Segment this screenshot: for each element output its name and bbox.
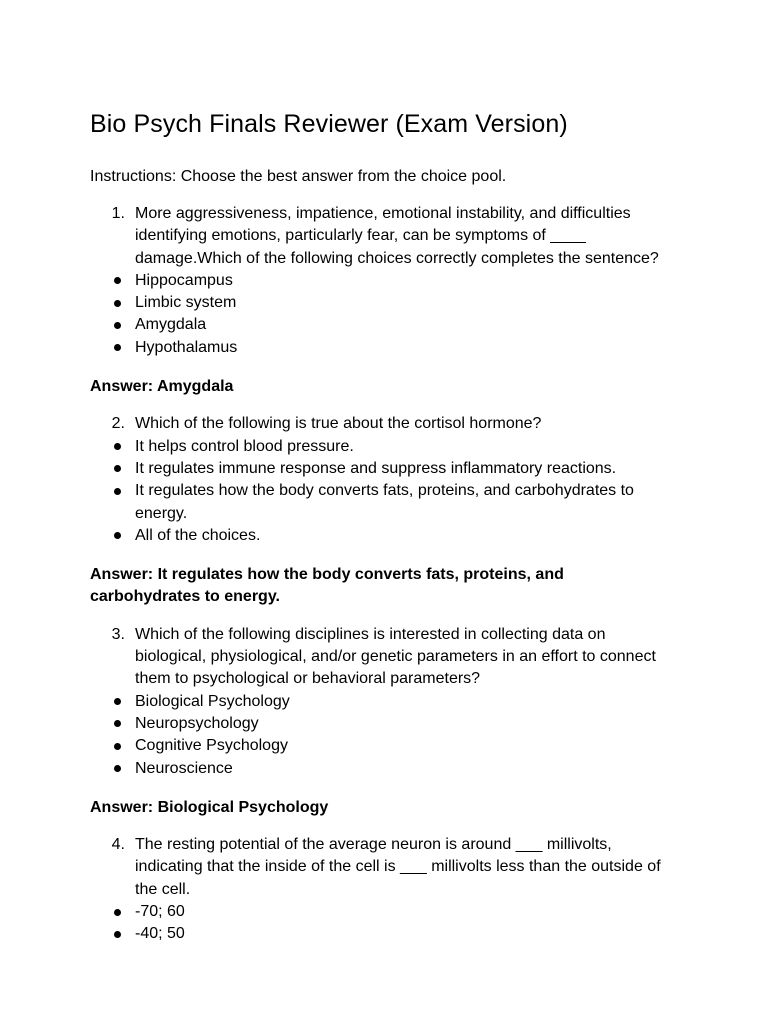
question-4 <box>90 834 678 901</box>
choice-text: Neuropsychology <box>135 714 259 732</box>
question-block-2 <box>90 413 678 608</box>
choice-item <box>90 436 678 458</box>
bullet-icon <box>90 923 135 945</box>
question-text: The resting potential of the average neuron is around ___ millivolts, indicating that the inside of the cell is ___ millivolts less than the outside of the cell. <box>135 836 661 898</box>
choice-text: -70; 60 <box>135 903 185 921</box>
choice-text: Amygdala <box>135 316 207 334</box>
answer-text: Answer: Amygdala <box>90 378 234 396</box>
choice-list <box>90 901 678 946</box>
question-1 <box>90 203 678 270</box>
answer-text: Answer: Biological Psychology <box>90 798 329 816</box>
bullet-icon <box>90 436 135 458</box>
bullet-icon <box>90 713 135 735</box>
choice-item <box>90 758 678 780</box>
question-block-1 <box>90 203 678 398</box>
bullet-icon <box>90 735 135 757</box>
choice-item <box>90 337 678 359</box>
question-2 <box>90 413 678 435</box>
choice-text: It regulates immune response and suppress inflammatory reactions. <box>135 459 617 477</box>
choice-text: Biological Psychology <box>135 692 290 710</box>
bullet-icon <box>90 337 135 359</box>
answer-text: Answer: It regulates how the body converts fats, proteins, and carbohydrates to energy. <box>90 566 564 606</box>
bullet-icon <box>90 691 135 713</box>
question-block-4 <box>90 834 678 945</box>
choice-item <box>90 314 678 336</box>
instructions-text: Instructions: Choose the best answer from the choice pool. <box>90 168 507 185</box>
choice-text: Limbic system <box>135 294 237 312</box>
bullet-icon <box>90 270 135 292</box>
choice-text: Hippocampus <box>135 271 233 289</box>
bullet-icon <box>90 901 135 923</box>
question-block-3 <box>90 624 678 819</box>
choice-item <box>90 458 678 480</box>
question-text: Which of the following is true about the cortisol hormone? <box>135 415 542 433</box>
choice-item <box>90 270 678 292</box>
question-text: Which of the following disciplines is interested in collecting data on biological, physiological, and/or genetic parameters in an effort to connect them to psychological or behavioral parameters? <box>135 625 656 688</box>
choice-text: It regulates how the body converts fats, proteins, and carbohydrates to energy. <box>135 482 634 522</box>
choice-item <box>90 480 678 525</box>
bullet-icon <box>90 758 135 780</box>
choice-item <box>90 691 678 713</box>
question-text: More aggressiveness, impatience, emotional instability, and difficulties identifying emotions, particularly fear, can be symptoms of ____ damage.Which of the following choices correctly completes the sentence? <box>135 205 659 267</box>
choice-list <box>90 691 678 780</box>
bullet-icon <box>90 480 135 525</box>
choice-text: It helps control blood pressure. <box>135 437 354 455</box>
question-number: 1. <box>111 205 125 222</box>
choice-item <box>90 525 678 547</box>
choice-item <box>90 923 678 945</box>
choice-item <box>90 713 678 735</box>
choice-text: Cognitive Psychology <box>135 737 288 755</box>
choice-text: -40; 50 <box>135 925 185 943</box>
bullet-icon <box>90 525 135 547</box>
choice-item <box>90 292 678 314</box>
choice-list <box>90 436 678 547</box>
choice-text: All of the choices. <box>135 526 261 544</box>
question-3 <box>90 624 678 691</box>
choice-text: Neuroscience <box>135 759 233 777</box>
choice-item <box>90 901 678 923</box>
question-number: 2. <box>111 415 125 433</box>
choice-item <box>90 735 678 757</box>
question-number: 4. <box>111 836 125 854</box>
choice-list <box>90 270 678 359</box>
bullet-icon <box>90 314 135 336</box>
bullet-icon <box>90 292 135 314</box>
bullet-icon <box>90 458 135 480</box>
document-title: Bio Psych Finals Reviewer (Exam Version) <box>90 110 568 138</box>
question-number: 3. <box>111 625 125 643</box>
choice-text: Hypothalamus <box>135 338 238 356</box>
